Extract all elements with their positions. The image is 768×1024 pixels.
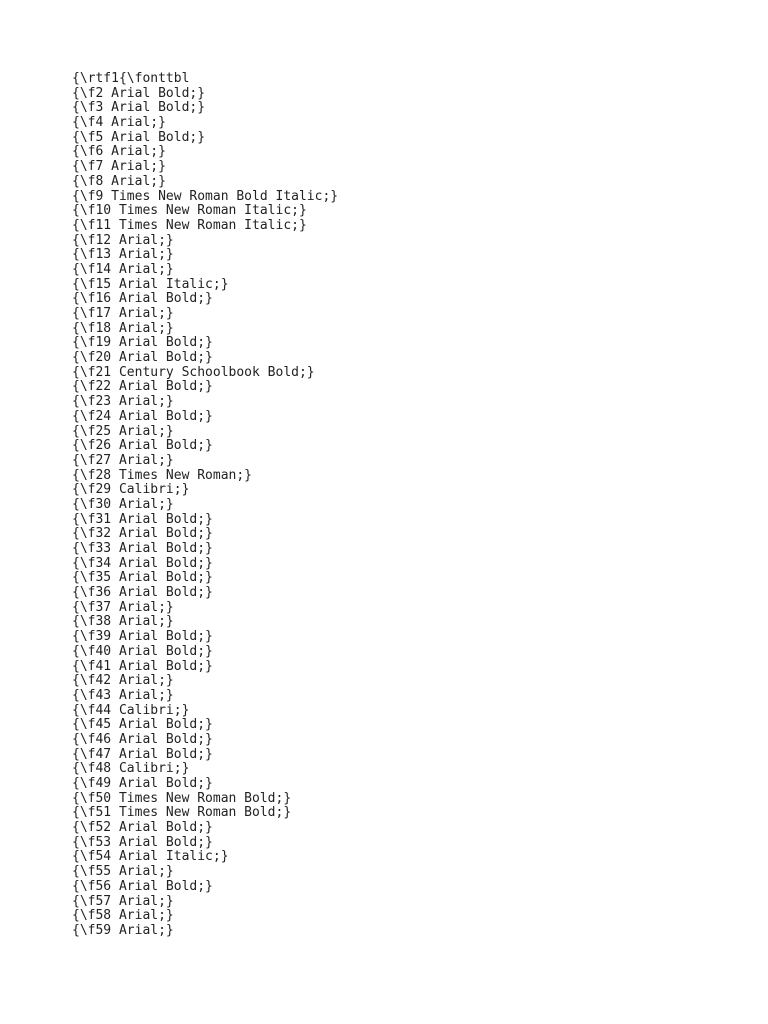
text-line: {\f46 Arial Bold;} [72, 731, 213, 747]
text-line: {\f29 Calibri;} [72, 482, 190, 498]
text-line: {\f4 Arial;} [72, 115, 166, 131]
text-line: {\f47 Arial Bold;} [72, 746, 213, 762]
text-line: {\f17 Arial;} [72, 306, 174, 321]
text-line: {\f45 Arial Bold;} [72, 717, 213, 733]
text-line: {\f28 Times New Roman;} [72, 467, 253, 483]
text-line: {\f53 Arial Bold;} [72, 834, 213, 850]
text-line: {\f39 Arial Bold;} [72, 629, 213, 645]
text-line: {\f30 Arial;} [72, 496, 174, 512]
text-line: {\f40 Arial Bold;} [72, 643, 213, 659]
text-line: {\f43 Arial;} [72, 687, 174, 703]
text-line: {\f33 Arial Bold;} [72, 541, 213, 556]
text-line: {\f6 Arial;} [72, 144, 166, 160]
text-line: {\f5 Arial Bold;} [72, 129, 206, 145]
text-line: {\f37 Arial;} [72, 599, 174, 615]
text-line: {\f58 Arial;} [72, 908, 174, 924]
text-line: {\f26 Arial Bold;} [72, 438, 213, 454]
text-line: {\f59 Arial;} [72, 922, 174, 938]
text-line: {\f16 Arial Bold;} [72, 291, 213, 307]
text-line: {\f24 Arial Bold;} [72, 408, 213, 424]
text-line: {\f36 Arial Bold;} [72, 585, 213, 601]
text-line: {\f2 Arial Bold;} [72, 85, 206, 101]
text-line: {\f32 Arial Bold;} [72, 526, 213, 542]
text-line: {\f55 Arial;} [72, 864, 174, 880]
text-line: {\f3 Arial Bold;} [72, 100, 206, 116]
text-line: {\f8 Arial;} [72, 173, 166, 189]
text-line: {\f51 Times New Roman Bold;} [72, 805, 292, 821]
text-line: {\f42 Arial;} [72, 673, 174, 689]
text-line: {\f44 Calibri;} [72, 702, 190, 718]
text-line: {\f19 Arial Bold;} [72, 335, 213, 351]
text-line: {\f20 Arial Bold;} [72, 350, 213, 366]
text-line: {\f52 Arial Bold;} [72, 820, 213, 836]
text-line: {\f27 Arial;} [72, 452, 174, 468]
text-line: {\f38 Arial;} [72, 614, 174, 630]
text-line: {\f23 Arial;} [72, 394, 174, 410]
text-line: {\rtf1{\fonttbl [72, 71, 190, 86]
text-line: {\f49 Arial Bold;} [72, 776, 213, 791]
text-line: {\f9 Times New Roman Bold Italic;} [72, 188, 339, 204]
text-line: {\f14 Arial;} [72, 261, 174, 277]
text-line: {\f41 Arial Bold;} [72, 658, 213, 674]
text-line: {\f7 Arial;} [72, 159, 166, 175]
text-line: {\f12 Arial;} [72, 232, 174, 248]
text-line: {\f15 Arial Italic;} [72, 276, 229, 292]
text-line: {\f56 Arial Bold;} [72, 878, 213, 894]
rtf-font-table-text [72, 72, 338, 939]
text-line: {\f13 Arial;} [72, 247, 174, 263]
text-line: {\f35 Arial Bold;} [72, 570, 213, 586]
text-line: {\f11 Times New Roman Italic;} [72, 217, 307, 233]
text-line: {\f31 Arial Bold;} [72, 511, 213, 527]
text-line: {\f22 Arial Bold;} [72, 379, 213, 395]
text-line: {\f21 Century Schoolbook Bold;} [72, 364, 315, 380]
text-line: {\f48 Calibri;} [72, 761, 190, 777]
text-line: {\f54 Arial Italic;} [72, 849, 229, 865]
text-line: {\f18 Arial;} [72, 320, 174, 336]
text-line: {\f10 Times New Roman Italic;} [72, 203, 307, 219]
text-line: {\f34 Arial Bold;} [72, 555, 213, 571]
text-line: {\f50 Times New Roman Bold;} [72, 790, 292, 806]
text-line: {\f57 Arial;} [72, 893, 174, 909]
text-line: {\f25 Arial;} [72, 423, 174, 439]
